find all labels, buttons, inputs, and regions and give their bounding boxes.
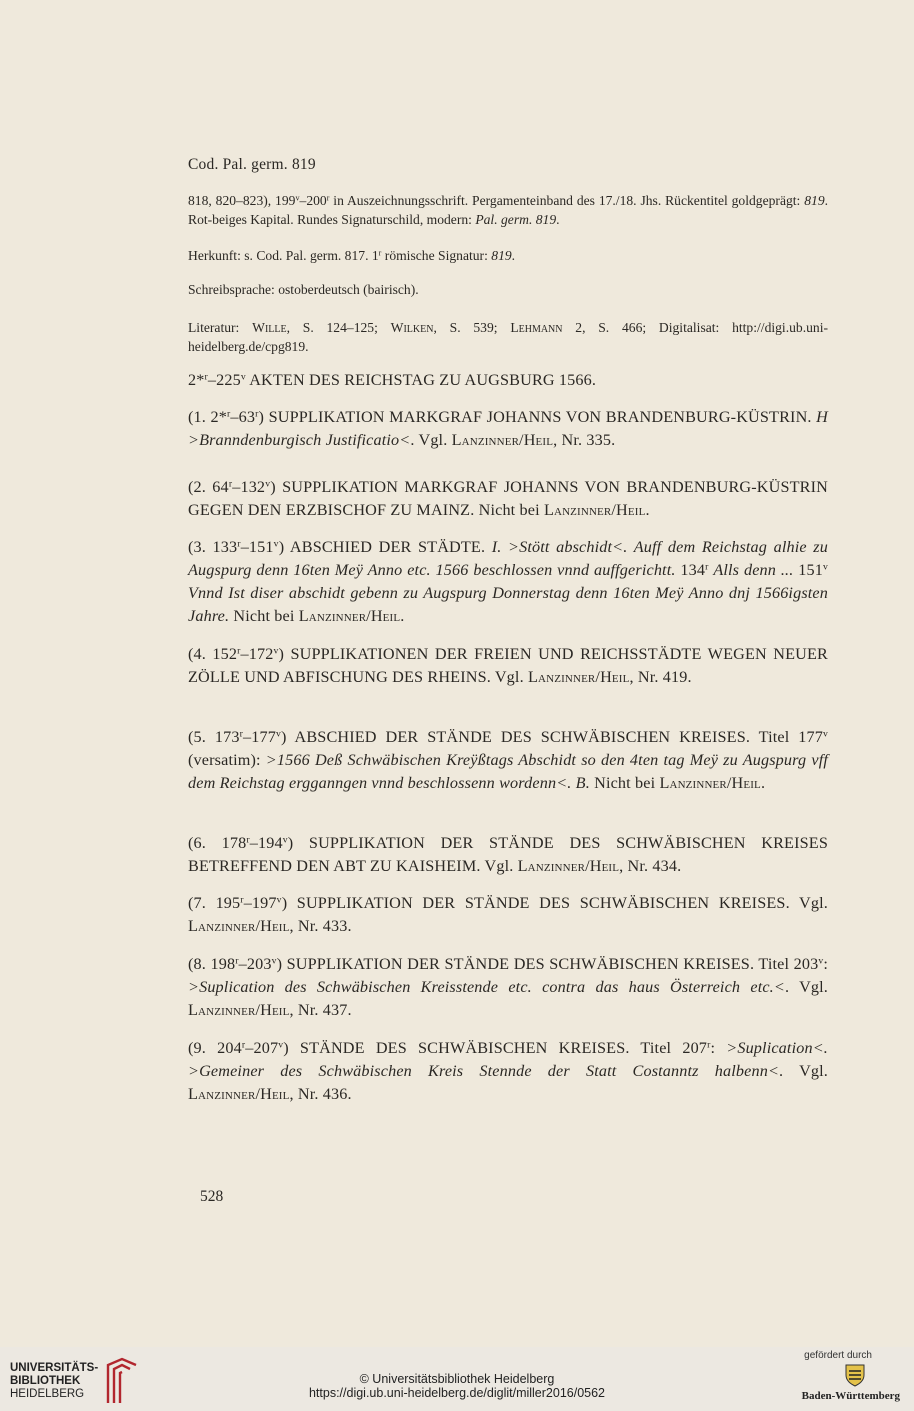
page-header: Cod. Pal. germ. 819: [188, 156, 316, 173]
entry-4: (4. 152$^r$–172$^v$) SUPPLIKATIONEN DER FREIEN UND REICHSSTÄDTE WEGEN NEUER ZÖLLE UND ABFISCHUNG DES RHEINS. Vgl. Lanzinner/Heil, Nr. 419.: [188, 645, 828, 686]
section-heading: 2*$^r$–225$^v$ AKTEN DES REICHSTAG ZU AUGSBURG 1566.: [188, 371, 597, 389]
paragraph-literature: Literatur: Wille, S. 124–125; Wilken, S. 539; Lehmann 2, S. 466; Digitalisat: http://digi.ub.uni-heidelberg.de/cpg819.: [188, 320, 828, 354]
entry-2: (2. 64$^r$–132$^v$) SUPPLIKATION MARKGRAF JOHANNS VON BRANDENBURG-KÜSTRIN GEGEN DEN ERZBISCHOF ZU MAINZ. Nicht bei Lanzinner/Heil.: [188, 478, 828, 519]
copyright-text: © Universitätsbibliothek Heidelberg: [359, 1372, 555, 1386]
funder-name: Baden-Württemberg: [801, 1390, 900, 1402]
page-url-link[interactable]: https://digi.ub.uni-heidelberg.de/diglit/miller2016/0562: [308, 1386, 606, 1400]
entry-6: (6. 178$^r$–194$^v$) SUPPLIKATION DER STÄNDE DES SCHWÄBISCHEN KREISES BETREFFEND DEN ABT ZU KAISHEIM. Vgl. Lanzinner/Heil, Nr. 434.: [188, 834, 828, 875]
paragraph-provenance: Herkunft: s. Cod. Pal. germ. 817. 1$^r$ römische Signatur: 819.: [188, 248, 516, 263]
logo-line-3: HEIDELBERG: [10, 1387, 85, 1400]
footer-copyright: [0, 1372, 914, 1400]
entry-1: (1. 2*$^r$–63$^r$) SUPPLIKATION MARKGRAF JOHANNS VON BRANDENBURG-KÜSTRIN. H >Branndenburgisch Justificatio<. Vgl. Lanzinner/Heil, Nr. 335.: [188, 408, 828, 449]
entry-7: (7. 195$^r$–197$^v$) SUPPLIKATION DER STÄNDE DES SCHWÄBISCHEN KREISES. Vgl. Lanzinner/Heil, Nr. 433.: [188, 894, 828, 935]
logo-line-2: BIBLIOTHEK: [10, 1374, 81, 1387]
paragraph-description: 818, 820–823), 199$^v$–200$^r$ in Auszeichnungsschrift. Pergamenteinband des 17./18. Jhs. Rückentitel goldgeprägt: 819. Rot-beiges Kapital. Rundes Signaturschild, modern: Pal. germ. 819.: [188, 193, 829, 227]
coat-of-arms-icon: [844, 1363, 866, 1387]
page-number: 528: [200, 1188, 224, 1205]
funded-by-label: gefördert durch: [804, 1350, 872, 1361]
logo-line-1: UNIVERSITÄTS-: [10, 1361, 99, 1374]
paragraph-language: Schreibsprache: ostoberdeutsch (bairisch).: [188, 282, 419, 297]
entry-5: (5. 173$^r$–177$^v$) ABSCHIED DER STÄNDE DES SCHWÄBISCHEN KREISES. Titel 177$^v$ (versatim): >1566 Deß Schwäbischen Kreÿßtags Abschidt so den 4ten tag Meÿ zu Augspurg vff dem Reichstag ergganngen vnnd beschlossenn wordenn<. B. Nicht bei Lanzinner/Heil.: [188, 728, 828, 792]
entry-3: (3. 133$^r$–151$^v$) ABSCHIED DER STÄDTE. I. >Stött abschidt<. Auff dem Reichstag alhie zu Augspurg denn 16ten Meÿ Anno etc. 1566 beschlossen vnnd auffgerichtt. 134$^r$ Alls denn ... 151$^v$ Vnnd Ist diser abschidt gebenn zu Augspurg Donnerstag denn 16ten Meÿ Anno dnj 1566igsten Jahre. Nicht bei Lanzinner/Heil.: [188, 538, 829, 625]
entry-8: (8. 198$^r$–203$^v$) SUPPLIKATION DER STÄNDE DES SCHWÄBISCHEN KREISES. Titel $203^v$: >Suplication des Schwäbischen Kreisstende etc. contra das haus Österreich etc.<. Vgl. Lanzinner/Heil, Nr. 437.: [188, 955, 829, 1019]
entry-9: (9. 204$^r$–207$^v$) STÄNDE DES SCHWÄBISCHEN KREISES. Titel $207^r$: >Suplication<. >Gemeiner des Schwäbischen Kreis Stennde der Statt Costanntz halbenn<. Vgl. Lanzinner/Heil, Nr. 436.: [188, 1039, 828, 1103]
